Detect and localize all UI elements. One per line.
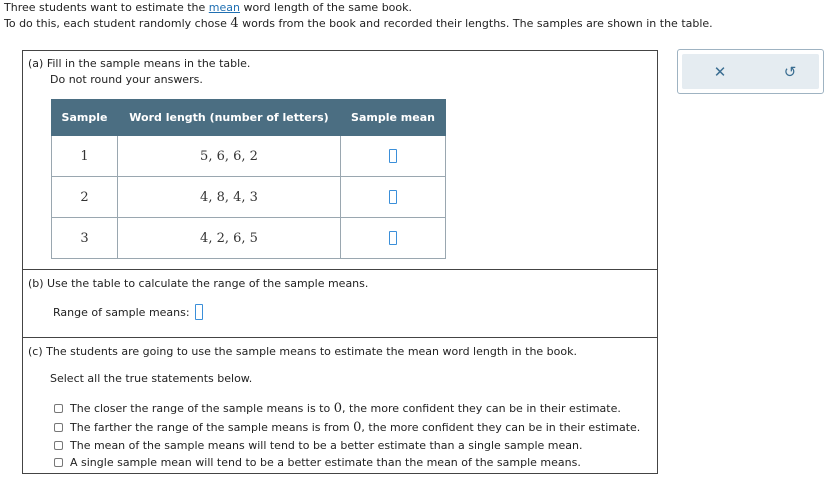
option-4[interactable] (54, 454, 581, 470)
option-1-checkbox[interactable] (54, 404, 63, 413)
answer-toolbar (677, 49, 824, 94)
word-lengths: 4, 8, 4, 3 (118, 177, 341, 218)
header-sample-mean: Sample mean (341, 100, 446, 136)
part-b-label: (b) Use the table to calculate the range of the sample means. (28, 277, 369, 290)
sample-size-number: 4 (230, 16, 239, 31)
table-row (52, 177, 446, 218)
clear-icon[interactable]: ✕ (713, 63, 727, 81)
part-c-instruction: Select all the true statements below. (50, 372, 253, 385)
option-1[interactable] (54, 400, 621, 416)
intro-line-1: Three students want to estimate the mean word length of the same book. (4, 1, 412, 14)
part-a-label: (a) Fill in the sample means in the table. (28, 57, 251, 70)
toolbar-panel (682, 54, 819, 89)
sample-number: 1 (52, 136, 118, 177)
range-input[interactable] (195, 304, 203, 320)
undo-icon[interactable]: ↺ (783, 63, 797, 81)
option-4-checkbox[interactable] (54, 458, 63, 467)
part-b-section (23, 270, 657, 338)
option-3-text: The mean of the sample means will tend to be a better estimate than a single sample mean. (70, 438, 583, 452)
header-word-length: Word length (number of letters) (118, 100, 341, 136)
option-4-text: A single sample mean will tend to be a better estimate than the mean of the sample means. (70, 455, 581, 469)
table-row (52, 136, 446, 177)
question-container (22, 50, 658, 474)
option-2[interactable] (54, 419, 640, 435)
mean-definition-link[interactable]: mean (208, 1, 240, 14)
option-3-checkbox[interactable] (54, 441, 63, 450)
option-1-text: The closer the range of the sample means is to 0, the more confident they can be in their estimate. (70, 400, 621, 416)
range-row (53, 304, 203, 320)
sample-mean-cell (341, 218, 446, 259)
sample-number: 2 (52, 177, 118, 218)
part-c-label: (c) The students are going to use the sample means to estimate the mean word length in the book. (28, 345, 577, 358)
part-a-note: Do not round your answers. (50, 73, 203, 86)
header-sample: Sample (52, 100, 118, 136)
part-c-section (23, 338, 657, 474)
table-row (52, 218, 446, 259)
problem-intro (4, 0, 713, 32)
sample-mean-input-2[interactable] (389, 190, 397, 204)
option-2-checkbox[interactable] (54, 423, 63, 432)
range-label: Range of sample means: (53, 305, 190, 319)
intro-line-2: To do this, each student randomly chose 4 words from the book and recorded their lengths. The samples are shown in the table. (4, 16, 713, 31)
sample-number: 3 (52, 218, 118, 259)
word-lengths: 5, 6, 6, 2 (118, 136, 341, 177)
table-header-row (52, 100, 446, 136)
sample-mean-input-3[interactable] (389, 231, 397, 245)
option-2-text: The farther the range of the sample means is from 0, the more confident they can be in their estimate. (70, 419, 641, 435)
word-lengths: 4, 2, 6, 5 (118, 218, 341, 259)
sample-mean-cell (341, 177, 446, 218)
sample-mean-input-1[interactable] (389, 149, 397, 163)
option-3[interactable] (54, 437, 582, 453)
sample-table (51, 99, 446, 259)
sample-mean-cell (341, 136, 446, 177)
part-a-section (23, 51, 657, 270)
